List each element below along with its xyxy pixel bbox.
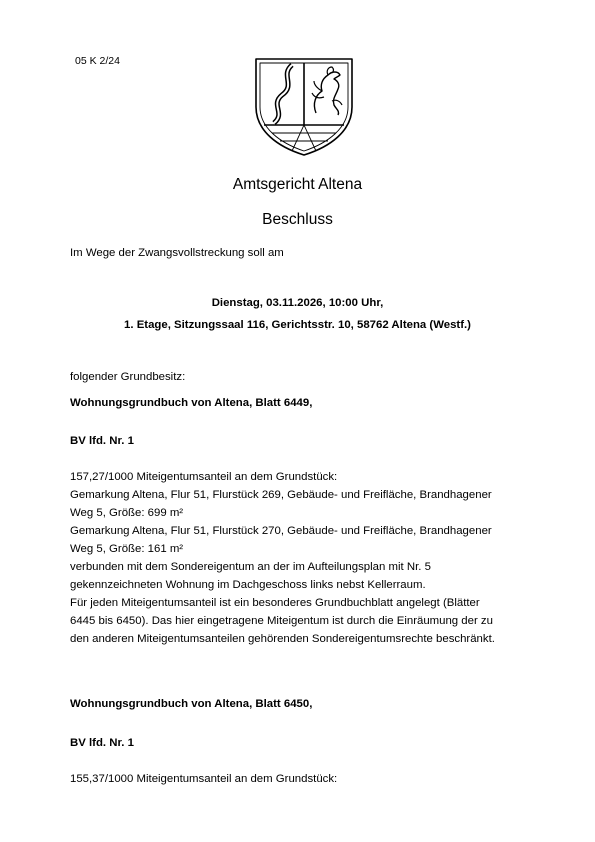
property-description: [70, 770, 540, 788]
appointment-date: Dienstag, 03.11.2026, 10:00 Uhr,: [211, 297, 384, 309]
register-heading: Wohnungsgrundbuch von Altena, Blatt 6449,: [70, 397, 313, 409]
case-reference: 05 K 2/24: [75, 55, 120, 67]
intro-text: Im Wege der Zwangsvollstreckung soll am: [70, 247, 284, 259]
appointment-location: 1. Etage, Sitzungssaal 116, Gerichtsstr. 10, 58762 Altena (Westf.): [124, 319, 471, 331]
court-name: Amtsgericht Altena: [232, 176, 363, 193]
register-heading: Wohnungsgrundbuch von Altena, Blatt 6450,: [70, 698, 313, 710]
description-line: verbunden mit dem Sondereigentum an der im Aufteilungsplan mit Nr. 5: [70, 561, 431, 573]
description-line: gekennzeichneten Wohnung im Dachgeschoss links nebst Kellerraum.: [70, 579, 426, 591]
bv-number: BV lfd. Nr. 1: [70, 737, 134, 749]
description-line: Weg 5, Größe: 699 m²: [70, 507, 184, 519]
document-title: Beschluss: [262, 211, 333, 228]
bv-number: BV lfd. Nr. 1: [70, 435, 134, 447]
description-line: Für jeden Miteigentumsanteil ist ein besonderes Grundbuchblatt angelegt (Blätter: [70, 597, 480, 609]
property-description: [70, 468, 540, 648]
description-line: 155,37/1000 Miteigentumsanteil an dem Grundstück:: [70, 773, 338, 785]
description-line: den anderen Miteigentumsanteilen gehörenden Sondereigentumsrechte beschränkt.: [70, 633, 495, 645]
description-line: Gemarkung Altena, Flur 51, Flurstück 269, Gebäude- und Freifläche, Brandhagener: [70, 489, 492, 501]
description-line: 157,27/1000 Miteigentumsanteil an dem Grundstück:: [70, 471, 338, 483]
description-line: Gemarkung Altena, Flur 51, Flurstück 270, Gebäude- und Freifläche, Brandhagener: [70, 525, 492, 537]
coat-of-arms-seal: [252, 55, 356, 157]
description-line: 6445 bis 6450). Das hier eingetragene Miteigentum ist durch die Einräumung der zu: [70, 615, 493, 627]
property-intro: folgender Grundbesitz:: [70, 371, 186, 383]
description-line: Weg 5, Größe: 161 m²: [70, 543, 184, 555]
